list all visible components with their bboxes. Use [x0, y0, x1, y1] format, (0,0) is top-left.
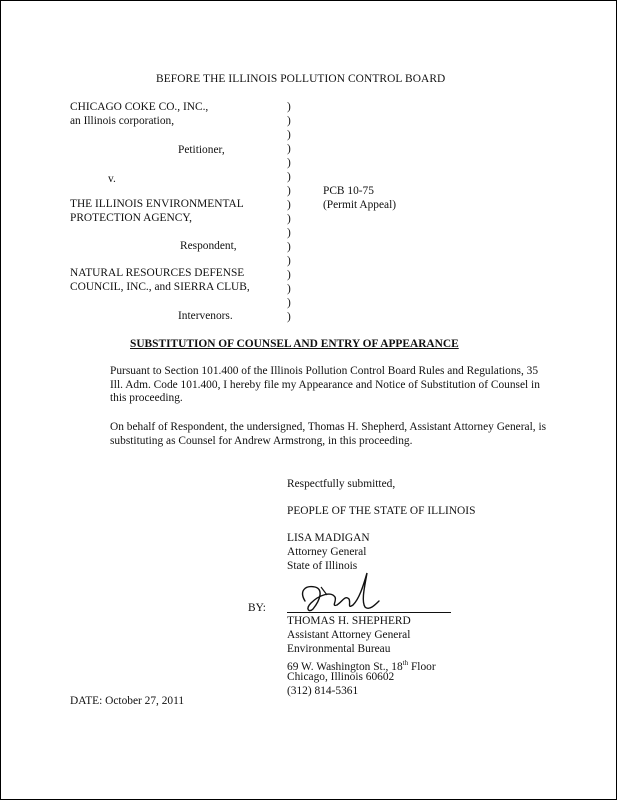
paragraph-text: Pursuant to Section 101.400 of the Illinois Pollution Control Board Rules and Regulations, 35 Ill. Adm. Code 101.400, I hereby file my Appearance and Notice of Substitution of Counsel in this proceeding.: [110, 365, 540, 404]
attorney-general-name: LISA MADIGAN: [287, 532, 370, 544]
attorney-general-title: Attorney General: [287, 546, 367, 558]
caption-paren: ): [287, 115, 291, 127]
respondent-name-cont: PROTECTION AGENCY,: [70, 212, 192, 224]
by-label: BY:: [248, 602, 266, 614]
closing: Respectfully submitted,: [287, 478, 396, 490]
caption-paren: ): [287, 227, 291, 239]
date-line: DATE: October 27, 2011: [70, 695, 185, 707]
board-title: BEFORE THE ILLINOIS POLLUTION CONTROL BOARD: [156, 73, 446, 85]
caption-paren: ): [287, 101, 291, 113]
versus-label: v.: [108, 173, 116, 185]
document-title: SUBSTITUTION OF COUNSEL AND ENTRY OF APPEARANCE: [130, 338, 459, 350]
caption-paren: ): [287, 311, 291, 323]
intervenor-name: NATURAL RESOURCES DEFENSE: [70, 267, 245, 279]
state-name: State of Illinois: [287, 560, 358, 572]
caption-paren: ): [287, 199, 291, 211]
intervenor-role: Intervenors.: [178, 310, 233, 322]
caption-paren: ): [287, 241, 291, 253]
caption-paren: ): [287, 143, 291, 155]
petitioner-role: Petitioner,: [178, 144, 225, 156]
floor-suffix: th: [402, 659, 409, 667]
address-street: 69 W. Washington St., 18th Floor: [287, 659, 436, 673]
case-number: PCB 10-75: [323, 185, 374, 197]
body-paragraph-2: [70, 421, 550, 448]
caption-paren: ): [287, 255, 291, 267]
signer-title: Assistant Attorney General: [287, 629, 411, 641]
petitioner-description: an Illinois corporation,: [70, 115, 175, 127]
body-paragraph-1: [70, 365, 550, 406]
caption-paren: ): [287, 185, 291, 197]
paragraph-text: On behalf of Respondent, the undersigned, Thomas H. Shepherd, Assistant Attorney General, is substituting as Counsel for Andrew Armstrong, in this proceeding.: [110, 421, 547, 447]
phone-number: (312) 814-5361: [287, 685, 359, 697]
caption-paren: ): [287, 129, 291, 141]
party-name: PEOPLE OF THE STATE OF ILLINOIS: [287, 505, 476, 517]
caption-paren: ): [287, 283, 291, 295]
petitioner-name: CHICAGO COKE CO., INC.,: [70, 101, 209, 113]
respondent-name: THE ILLINOIS ENVIRONMENTAL: [70, 198, 244, 210]
address-city: Chicago, Illinois 60602: [287, 671, 395, 683]
respondent-role: Respondent,: [180, 240, 237, 252]
intervenor-name-cont: COUNCIL, INC., and SIERRA CLUB,: [70, 281, 250, 293]
caption-paren: ): [287, 213, 291, 225]
signature-line: [287, 612, 451, 613]
signer-name: THOMAS H. SHEPHERD: [287, 615, 411, 627]
caption-paren: ): [287, 171, 291, 183]
caption-paren: ): [287, 297, 291, 309]
case-type: (Permit Appeal): [323, 199, 397, 211]
caption-paren: ): [287, 269, 291, 281]
handwritten-signature: [291, 565, 401, 615]
signer-bureau: Environmental Bureau: [287, 643, 391, 655]
caption-paren: ): [287, 157, 291, 169]
